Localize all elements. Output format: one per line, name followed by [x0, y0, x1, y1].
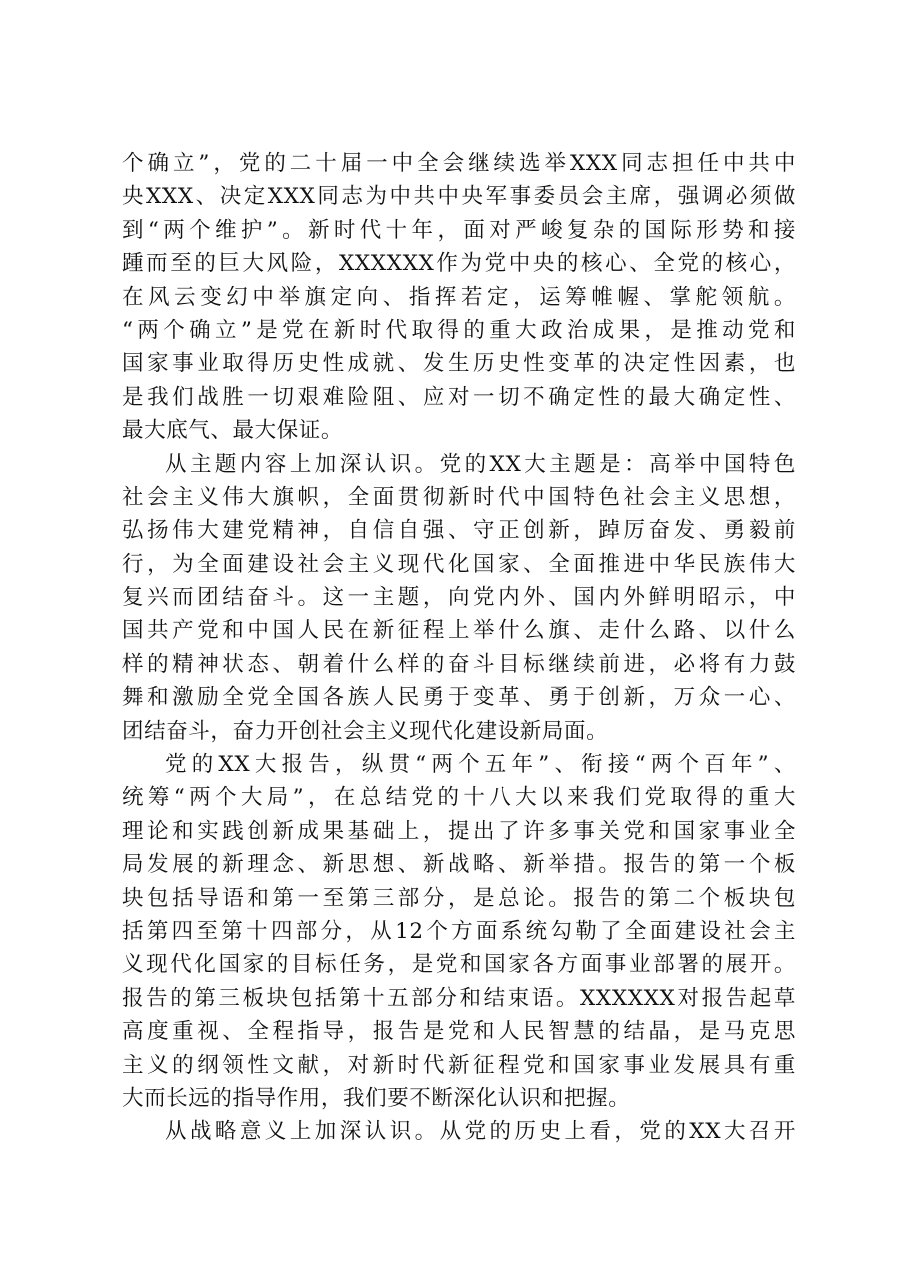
- text-line: 样的精神状态、朝着什么样的奋斗目标继续前进，必将有力鼓: [122, 651, 796, 677]
- text-line: 行，为全面建设社会主义现代化国家、全面推进中华民族伟大: [122, 551, 796, 577]
- paragraph-start-line: 党的XX大报告，纵贯“两个五年”、衔接“两个百年”、: [165, 752, 796, 778]
- text-line: 义现代化国家的目标任务，是党和国家各方面事业部署的展开。: [122, 952, 796, 978]
- text-line: 踵而至的巨大风险，XXXXXX作为党中央的核心、全党的核心，: [122, 251, 796, 277]
- paragraph-start-line: 从战略意义上加深认识。从党的历史上看，党的XX大召开: [165, 1119, 796, 1145]
- body-text: [122, 147, 796, 1149]
- text-line: 社会主义伟大旗帜，全面贯彻新时代中国特色社会主义思想，: [122, 484, 796, 510]
- text-line: 央XXX、决定XXX同志为中共中央军事委员会主席，强调必须做: [122, 184, 796, 210]
- text-line: 国共产党和中国人民在新征程上举什么旗、走什么路、以什么: [122, 618, 796, 644]
- text-line: 复兴而团结奋斗。这一主题，向党内外、国内外鲜明昭示，中: [122, 585, 796, 611]
- text-line: 舞和激励全党全国各族人民勇于变革、勇于创新，万众一心、: [122, 685, 796, 711]
- paragraph-start-line: 从主题内容上加深认识。党的XX大主题是：高举中国特色: [165, 451, 796, 477]
- text-line: “两个确立”是党在新时代取得的重大政治成果，是推动党和: [122, 317, 796, 343]
- text-line: 最大底气、最大保证。: [122, 418, 344, 444]
- text-line: 统筹“两个大局”，在总结党的十八大以来我们党取得的重大: [122, 785, 796, 811]
- text-line: 块包括导语和第一至第三部分，是总论。报告的第二个板块包: [122, 885, 796, 911]
- text-line: 到“两个维护”。新时代十年，面对严峻复杂的国际形势和接: [122, 217, 796, 243]
- text-line: 团结奋斗，奋力开创社会主义现代化建设新局面。: [122, 718, 609, 744]
- text-line: 是我们战胜一切艰难险阻、应对一切不确定性的最大确定性、: [122, 384, 796, 410]
- text-line: 报告的第三板块包括第十五部分和结束语。XXXXXX对报告起草: [122, 985, 796, 1011]
- text-line: 主义的纲领性文献，对新时代新征程党和国家事业发展具有重: [122, 1052, 796, 1078]
- text-line: 大而长远的指导作用，我们要不断深化认识和把握。: [122, 1085, 631, 1111]
- text-line: 在风云变幻中举旗定向、指挥若定，运筹帷幄、掌舵领航。: [122, 284, 796, 310]
- text-line: 理论和实践创新成果基础上，提出了许多事关党和国家事业全: [122, 818, 796, 844]
- text-line: 局发展的新理念、新思想、新战略、新举措。报告的第一个板: [122, 852, 796, 878]
- text-line: 国家事业取得历史性成就、发生历史性变革的决定性因素，也: [122, 351, 796, 377]
- text-line: 括第四至第十四部分，从12个方面系统勾勒了全面建设社会主: [122, 918, 796, 944]
- text-line: 高度重视、全程指导，报告是党和人民智慧的结晶，是马克思: [122, 1019, 796, 1045]
- text-line: 弘扬伟大建党精神，自信自强、守正创新，踔厉奋发、勇毅前: [122, 518, 796, 544]
- text-line: 个确立”，党的二十届一中全会继续选举XXX同志担任中共中: [122, 151, 796, 176]
